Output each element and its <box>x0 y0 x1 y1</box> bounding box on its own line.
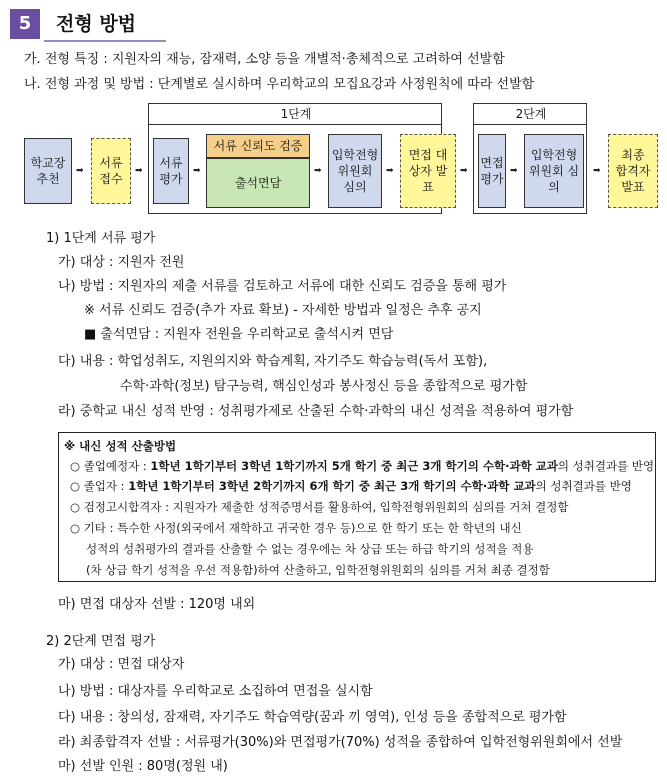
note-line-other-cont2: (차 상급 학기 성적을 우선 적용함)하여 산출하고, 입학전형위원회의 심의를 거쳐 최종 결정함 <box>86 563 550 577</box>
flow-arrow-icon: ➡ <box>135 166 143 176</box>
flow-arrow-icon: ➡ <box>510 166 518 176</box>
flow-arrow-icon: ➡ <box>460 166 468 176</box>
flow-box-document-eval: 서류 평가 <box>153 138 189 204</box>
part1-grade-reflect: 라) 중학교 내신 성적 반영 : 성취평가제로 산출된 수학·과학의 내신 성적을 적용하여 평가함 <box>58 404 574 419</box>
flow-box-document-submit: 서류 접수 <box>91 138 131 204</box>
flow-arrow-icon: ➡ <box>593 166 601 176</box>
title-underline <box>44 40 166 42</box>
part1-method: 나) 방법 : 지원자의 제출 서류를 검토하고 서류에 대한 신뢰도 검증을 통해 평가 <box>58 279 507 294</box>
note-line-ged: ○ 검정고시합격자 : 지원자가 제출한 성적증명서를 활용하여, 입학전형위원회의 심의를 거쳐 결정함 <box>70 500 569 514</box>
flow-box-attendance-interview: 출석면담 <box>206 158 310 208</box>
intro-feature: 가. 전형 특징 : 지원자의 재능, 잠재력, 소양 등을 개별적·총체적으로 고려하여 선발함 <box>24 52 505 67</box>
part2-method: 나) 방법 : 대상자를 우리학교로 소집하여 면접을 실시함 <box>58 684 373 699</box>
part1-target: 가) 대상 : 지원자 전원 <box>58 255 185 270</box>
note-title: ※ 내신 성적 산출방법 <box>64 439 177 453</box>
stage2-label: 2단계 <box>515 107 547 121</box>
note-line-other: ○ 기타 : 특수한 사정(외국에서 재학하고 귀국한 경우 등)으로 한 학기 또는 한 학년의 내신 <box>70 521 522 535</box>
flow-box-interview-eval: 면접 평가 <box>478 134 506 208</box>
part2-heading: 2) 2단계 면접 평가 <box>46 634 156 649</box>
flow-box-final-announce: 최종 합격자 발표 <box>608 134 658 208</box>
part2-content: 다) 내용 : 창의성, 잠재력, 자기주도 학습역량(꿈과 끼 영역), 인성 등을 종합적으로 평가함 <box>58 710 567 725</box>
note-line-other-cont1: 성적의 성취평가의 결과를 산출할 수 없는 경우에는 차 상급 또는 하급 학기의 성적을 적용 <box>86 542 534 556</box>
part1-content-cont: 수학·과학(정보) 탐구능력, 핵심인성과 봉사정신 등을 종합적으로 평가함 <box>120 379 528 394</box>
part1-content: 다) 내용 : 학업성취도, 지원의지와 학습계획, 자기주도 학습능력(독서 포함), <box>58 354 488 369</box>
stage2-header <box>473 103 587 125</box>
note-line-graduating: ○ 졸업예정자 : 1학년 1학기부터 3학년 1학기까지 5개 학기 중 최근 3개 학기의 수학·과학 교과의 성취결과를 반영 <box>70 459 655 473</box>
part1-attendance-note: ■ 출석면담 : 지원자 전원을 우리학교로 출석시켜 면담 <box>84 327 394 342</box>
stage1-label: 1단계 <box>280 107 312 121</box>
flow-box-reliability-check: 서류 신뢰도 검증 <box>206 134 310 158</box>
flow-box-committee-review-1: 입학전형 위원회 심의 <box>328 134 382 208</box>
stage1-header <box>148 103 442 125</box>
flow-arrow-icon: ➡ <box>76 166 84 176</box>
section-title: 전형 방법 <box>56 13 137 35</box>
part2-final-selection: 라) 최종합격자 선발 : 서류평가(30%)와 면접평가(70%) 성적을 종합하여 입학전형위원회에서 선발 <box>58 735 623 750</box>
flow-box-principal-recommend: 학교장 추천 <box>24 138 72 204</box>
part1-reliability-note: ※ 서류 신뢰도 검증(추가 자료 확보) - 자세한 방법과 일정은 추후 공지 <box>84 303 482 318</box>
part1-heading: 1) 1단계 서류 평가 <box>46 231 156 246</box>
intro-process: 나. 전형 과정 및 방법 : 단계별로 실시하며 우리학교의 모집요강과 사정원칙에 따라 선발함 <box>24 77 535 92</box>
flow-arrow-icon: ➡ <box>193 166 201 176</box>
note-line-graduate: ○ 졸업자 : 1학년 1학기부터 3학년 2학기까지 6개 학기 중 최근 3개 학기의 수학·과학 교과의 성취결과를 반영 <box>70 479 632 493</box>
part2-target: 가) 대상 : 면접 대상자 <box>58 657 185 672</box>
flow-arrow-icon: ➡ <box>386 166 394 176</box>
part1-interview-selection: 마) 면접 대상자 선발 : 120명 내외 <box>58 597 256 612</box>
flow-arrow-icon: ➡ <box>314 166 322 176</box>
section-number-badge: 5 <box>10 9 40 39</box>
part2-quota: 마) 선발 인원 : 80명(정원 내) <box>58 759 228 774</box>
flow-box-interview-candidates: 면접 대상자 발표 <box>400 134 456 208</box>
flow-box-committee-review-2: 입학전형 위원회 심의 <box>524 134 584 208</box>
